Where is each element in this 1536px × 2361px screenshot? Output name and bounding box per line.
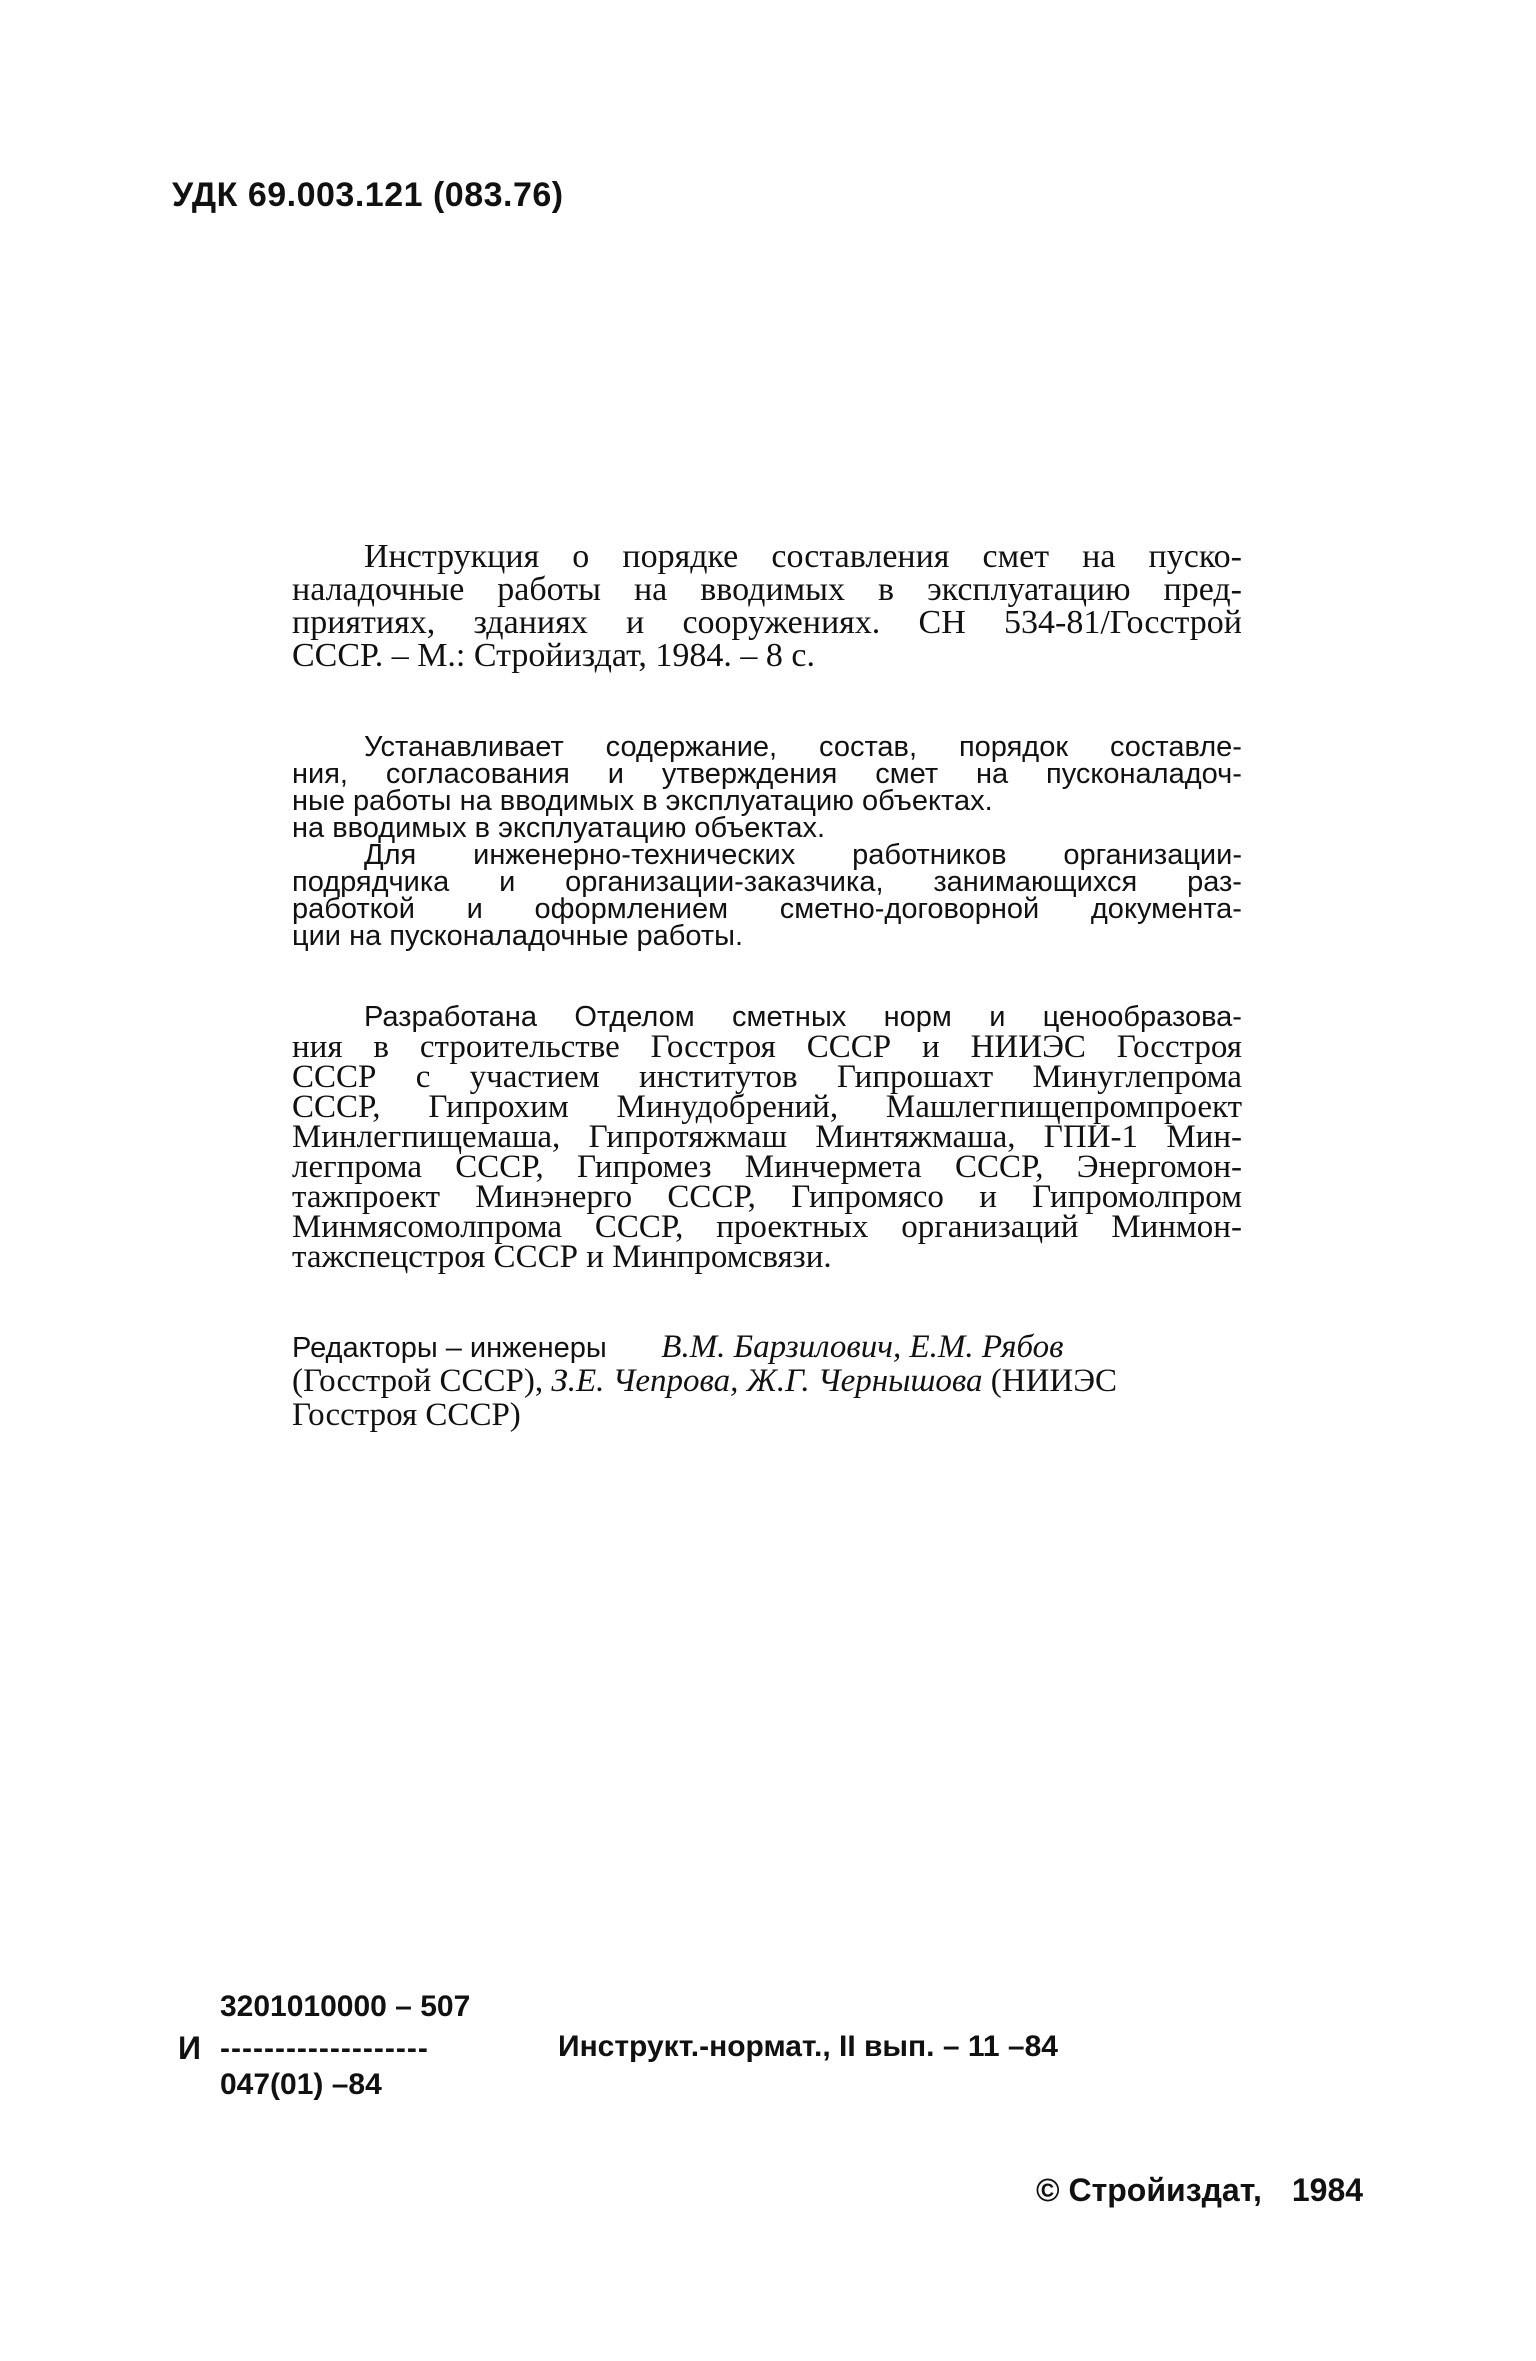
- word: подрядчика: [292, 866, 450, 898]
- word: смет: [875, 758, 939, 790]
- word: СССР,: [594, 1209, 684, 1245]
- word: Гипрохим: [428, 1089, 569, 1125]
- description-line: [292, 893, 1242, 925]
- word: СССР,: [455, 1149, 544, 1185]
- word: Гипромясо: [791, 1179, 944, 1215]
- word: и: [922, 1029, 940, 1065]
- word: вводимых: [700, 571, 845, 608]
- word: Минэнерго: [475, 1179, 633, 1215]
- word: Разработана: [364, 1001, 538, 1033]
- word: Машлегпищепромпроект: [885, 1089, 1242, 1125]
- word: Мин-: [1166, 1119, 1242, 1155]
- word: занимающихся: [933, 866, 1138, 898]
- editors-org-3: Госстроя СССР): [292, 1397, 521, 1433]
- development-line: [292, 1239, 1242, 1275]
- word: Минудобрений,: [616, 1089, 839, 1125]
- word: Госстроя: [650, 1029, 776, 1065]
- word: СССР,: [292, 1089, 381, 1125]
- word: 534-81/Госстрой: [1004, 604, 1242, 641]
- word: НИИЭС: [970, 1029, 1086, 1065]
- word: СССР. – М.: Стройиздат, 1984. – 8 с.: [292, 637, 815, 674]
- editors-names-2: З.Е. Чепрова, Ж.Г. Чернышова: [551, 1363, 983, 1399]
- development-line: [292, 1119, 1242, 1155]
- word: Инструкция: [364, 538, 540, 575]
- word: работкой: [292, 893, 415, 925]
- word: норм: [883, 1001, 952, 1033]
- word: участием: [469, 1059, 600, 1095]
- word: оформлением: [534, 893, 729, 925]
- word: и: [607, 758, 624, 790]
- index-denominator: 047(01) –84: [220, 2068, 382, 2101]
- description-line: [292, 731, 1242, 763]
- word: Минмон-: [1111, 1209, 1242, 1245]
- word: ции на пусконаладочные работы.: [292, 920, 744, 952]
- word: ГПИ-1: [1043, 1119, 1139, 1155]
- word: тажпроект: [292, 1179, 441, 1215]
- word: организации-: [1063, 839, 1242, 871]
- word: содержание,: [605, 731, 778, 763]
- development-line: [292, 1029, 1242, 1065]
- word: Минуглепрома: [1032, 1059, 1242, 1095]
- word: согласования: [385, 758, 570, 790]
- word: Для: [364, 839, 417, 871]
- copyright-year: 1984: [1291, 2172, 1364, 2208]
- index-numerator: 3201010000 – 507: [220, 1990, 471, 2023]
- publication-index: [178, 1990, 1178, 2100]
- word: сметно-договорной: [779, 893, 1040, 925]
- word: Гипромолпром: [1032, 1179, 1242, 1215]
- development-line: [292, 1149, 1242, 1185]
- editors-label: Редакторы – инженеры: [292, 1332, 607, 1364]
- word: тажспецстроя СССР и Минпромсвязи.: [292, 1239, 832, 1275]
- word: СССР: [806, 1029, 892, 1065]
- description-line: [292, 758, 1242, 790]
- abstract-line: [292, 606, 1242, 639]
- word: ния: [292, 1029, 343, 1065]
- editors-org-1: (Госстрой СССР),: [292, 1363, 544, 1399]
- word: и: [499, 866, 516, 898]
- editors-names-1: В.М. Барзилович, Е.М. Рябов: [661, 1329, 1064, 1365]
- word: СССР,: [954, 1149, 1044, 1185]
- word: на: [1082, 538, 1116, 575]
- word: сметных: [732, 1001, 847, 1033]
- word: проектных: [716, 1209, 869, 1245]
- word: состав,: [819, 731, 918, 763]
- description-text: [292, 731, 1242, 952]
- word: Минтяжмаша,: [815, 1119, 1016, 1155]
- word: ценообразова-: [1042, 1001, 1242, 1033]
- word: инженерно-технических: [473, 839, 796, 871]
- editors-line-2: [292, 1364, 1242, 1398]
- word: приятиях,: [292, 604, 436, 641]
- word: Устанавливает: [364, 731, 564, 763]
- word: пуско-: [1148, 538, 1242, 575]
- word: порядке: [622, 538, 739, 575]
- word: смет: [982, 538, 1050, 575]
- development-line: [292, 1209, 1242, 1245]
- word: Минчермета: [744, 1149, 922, 1185]
- word: сооружениях.: [682, 604, 881, 641]
- word: на: [975, 758, 1009, 790]
- word: институтов: [638, 1059, 798, 1095]
- abstract-line: [292, 573, 1242, 606]
- word: организации-заказчика,: [565, 866, 884, 898]
- word: в: [878, 571, 895, 608]
- word: Госстроя: [1116, 1029, 1242, 1065]
- abstract-line: [292, 639, 1242, 672]
- word: утверждения: [661, 758, 838, 790]
- word: Гипрошахт: [836, 1059, 994, 1095]
- word: и: [466, 893, 483, 925]
- copyright-text: © Стройиздат,: [1036, 2172, 1262, 2208]
- word: Гипромез: [577, 1149, 712, 1185]
- development-line: [292, 1089, 1242, 1125]
- abstract-line: [292, 540, 1242, 573]
- editors-credits: [292, 1330, 1242, 1432]
- word: ные работы на вводимых в эксплуатацию объектах.: [292, 785, 993, 817]
- index-rule: -------------------: [220, 2032, 429, 2065]
- word: СН: [918, 604, 966, 641]
- udk-code: УДК 69.003.121 (083.76): [172, 176, 564, 214]
- word: на: [633, 571, 668, 608]
- word: составления: [771, 538, 950, 575]
- word: и: [989, 1001, 1006, 1033]
- word: СССР,: [667, 1179, 756, 1215]
- word: Минлегпищемаша,: [292, 1119, 561, 1155]
- description-line: [292, 785, 1242, 817]
- word: раз-: [1187, 866, 1242, 898]
- word: в: [373, 1029, 389, 1065]
- word: Энергомон-: [1076, 1149, 1242, 1185]
- word: Минмясомолпрома: [292, 1209, 562, 1245]
- word: Отделом: [574, 1001, 695, 1033]
- word: пусконаладоч-: [1046, 758, 1242, 790]
- bibliographic-abstract: [292, 540, 1242, 672]
- word: работы: [497, 571, 601, 608]
- word: на вводимых в эксплуатацию объектах.: [292, 812, 826, 844]
- editors-line-3: [292, 1398, 1242, 1432]
- word: Гипротяжмаш: [588, 1119, 787, 1155]
- word: легпрома: [292, 1149, 422, 1185]
- development-line: [292, 1059, 1242, 1095]
- description-line: [292, 866, 1242, 898]
- description-line: [292, 812, 1242, 844]
- word: и: [625, 604, 645, 641]
- word: организаций: [901, 1209, 1079, 1245]
- word: и: [979, 1179, 997, 1215]
- word: работников: [852, 839, 1007, 871]
- word: с: [415, 1059, 431, 1095]
- index-letter: И: [178, 2030, 201, 2066]
- development-credits: [292, 1001, 1242, 1275]
- index-publication: Инструкт.-нормат., II вып. – 11 –84: [558, 2030, 1058, 2063]
- description-line: [292, 920, 1242, 952]
- word: строительстве: [419, 1029, 620, 1065]
- word: ния,: [292, 758, 348, 790]
- word: порядок: [958, 731, 1069, 763]
- description-line: [292, 839, 1242, 871]
- word: СССР: [292, 1059, 377, 1095]
- word: наладочные: [292, 571, 465, 608]
- word: о: [572, 538, 590, 575]
- editors-line-1: [292, 1330, 1242, 1364]
- word: документа-: [1090, 893, 1242, 925]
- development-line: [292, 1002, 1242, 1032]
- word: зданиях: [473, 604, 588, 641]
- editors-org-2: (НИИЭС: [990, 1363, 1118, 1399]
- word: эксплуатацию: [927, 571, 1131, 608]
- word: пред-: [1163, 571, 1242, 608]
- word: составле-: [1109, 731, 1242, 763]
- development-line: [292, 1179, 1242, 1215]
- copyright-notice: [1036, 2172, 1363, 2209]
